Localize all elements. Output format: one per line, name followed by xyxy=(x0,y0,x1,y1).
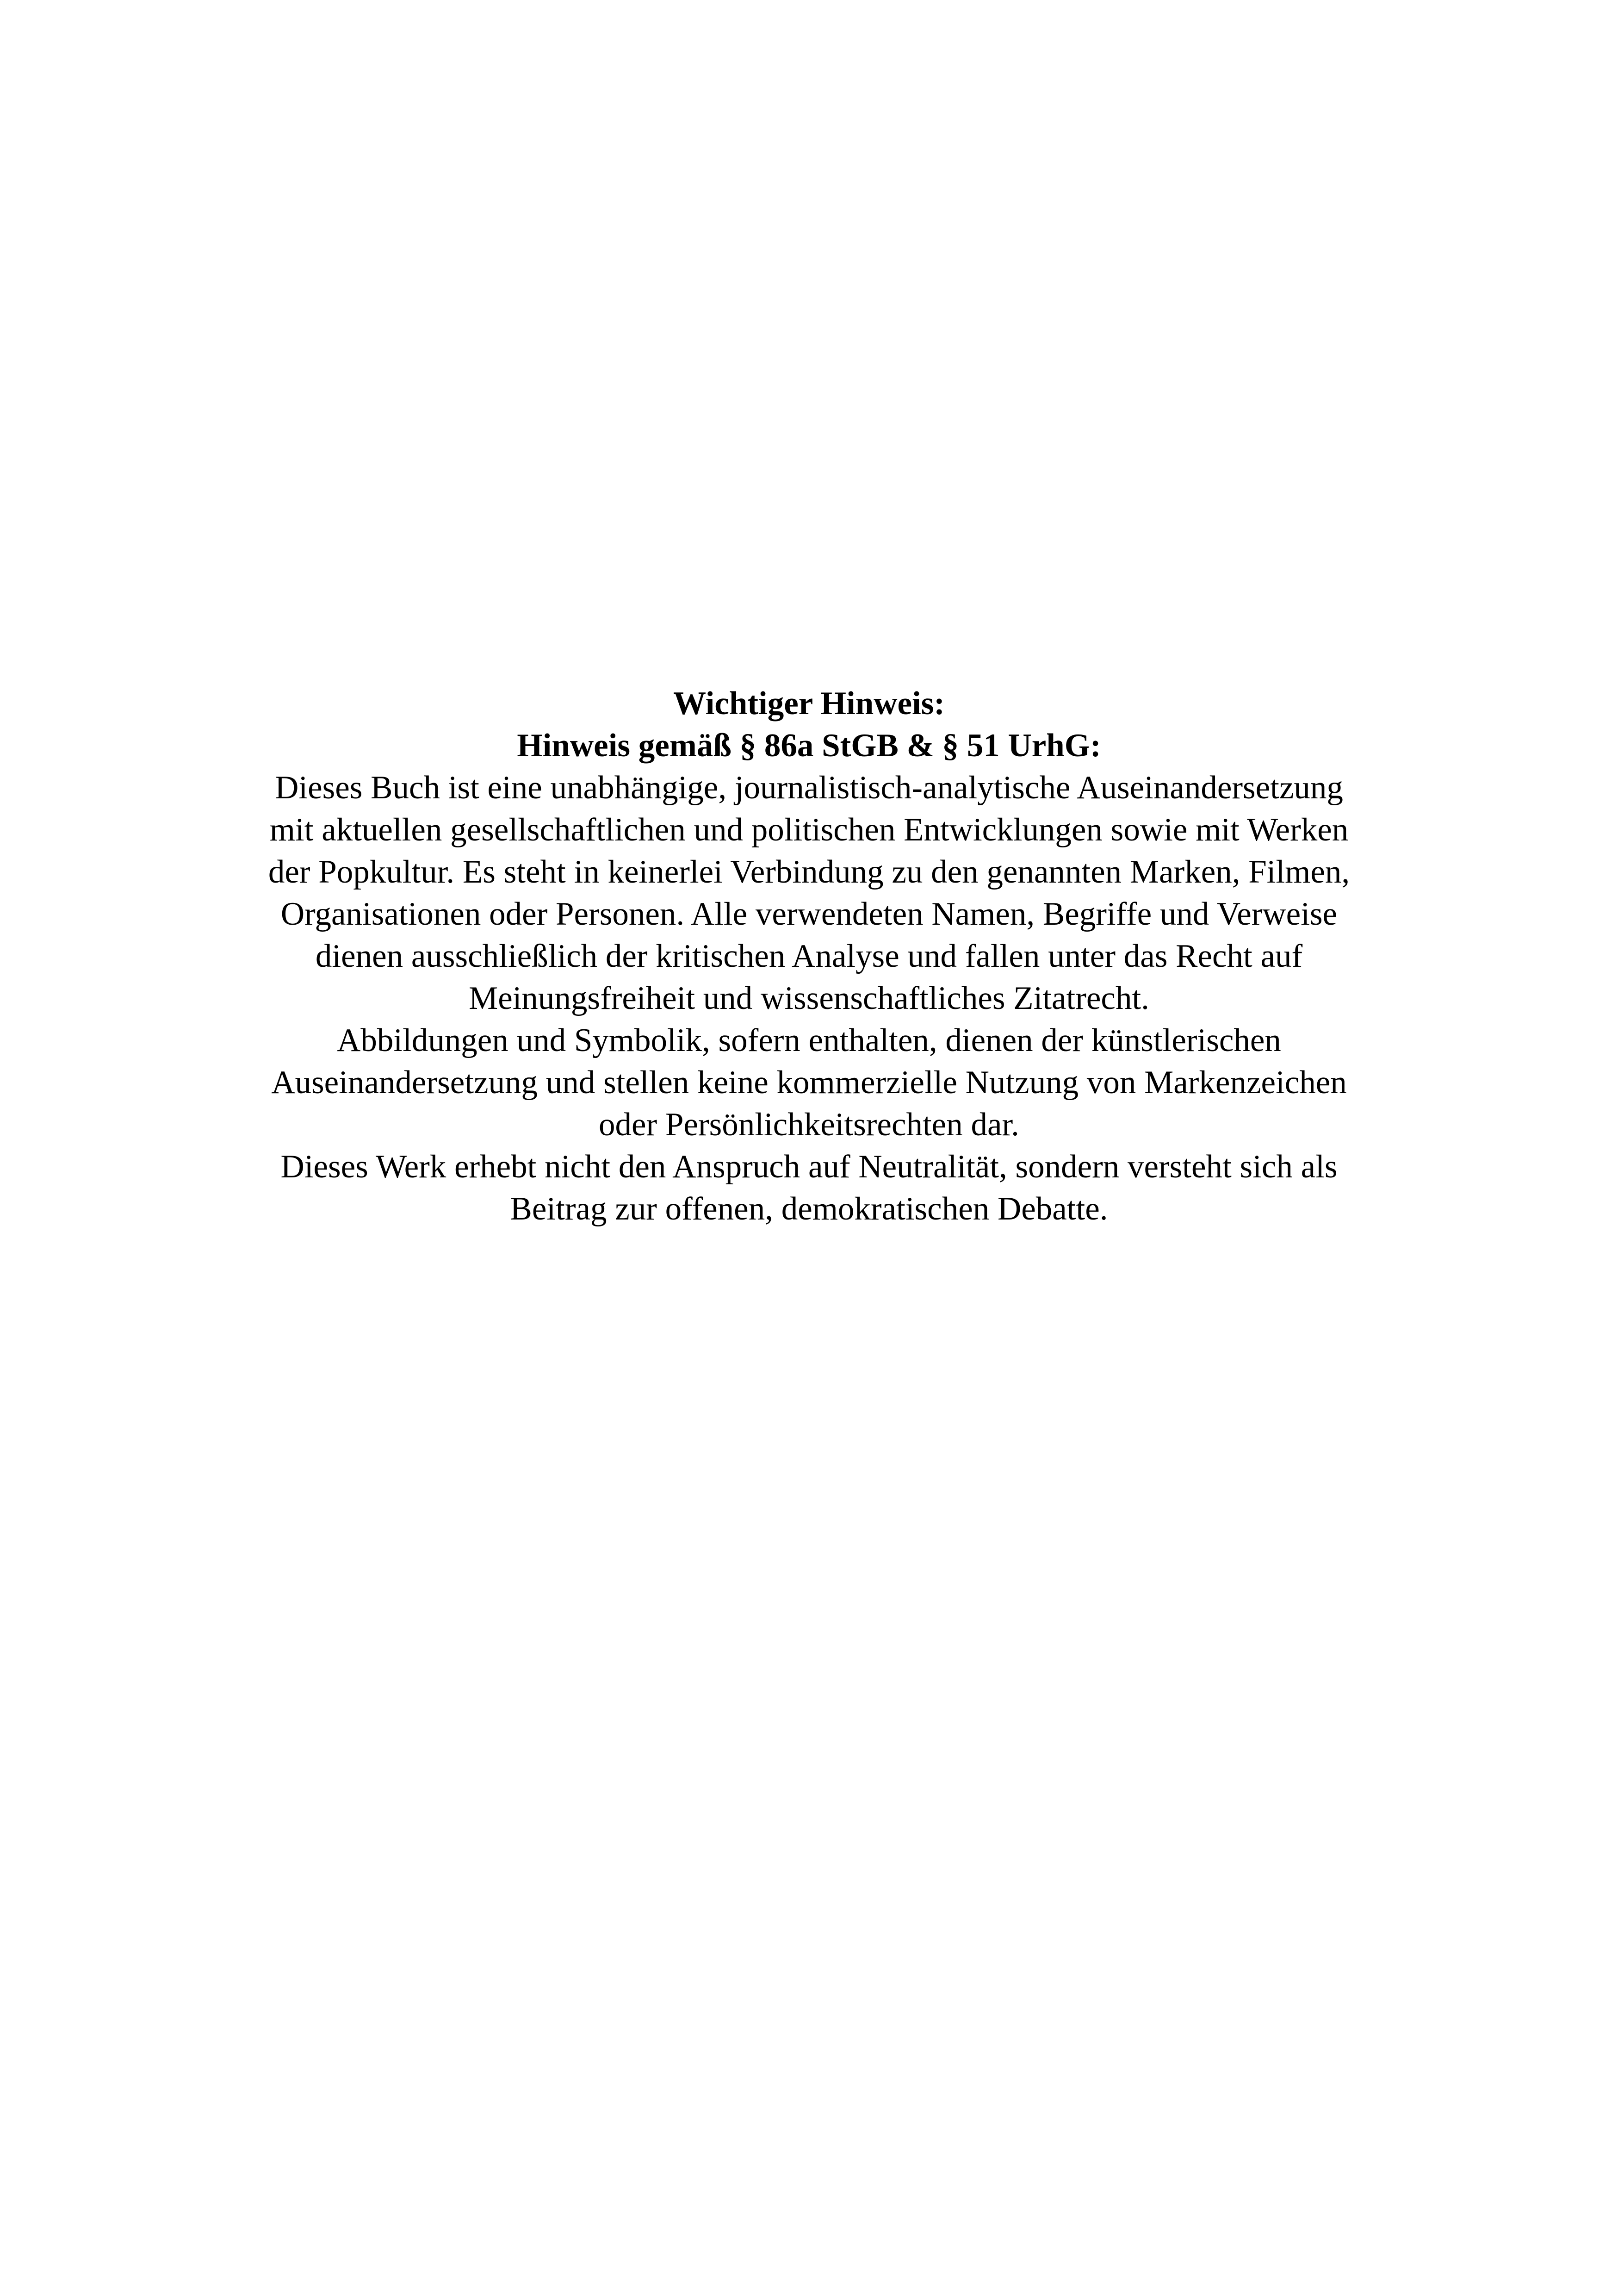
text-line: dienen ausschließlich der kritischen Analyse und fallen unter das Recht auf xyxy=(315,938,1303,974)
text-line: Dieses Werk erhebt nicht den Anspruch auf Neutralität, sondern versteht sich als xyxy=(280,1149,1338,1185)
notice-subheading: Hinweis gemäß § 86a StGB & § 51 UrhG: xyxy=(517,728,1101,764)
paragraph-images xyxy=(176,1020,1442,1146)
paragraph-disclaimer xyxy=(176,767,1442,1020)
text-line: Organisationen oder Personen. Alle verwendeten Namen, Begriffe und Verweise xyxy=(280,896,1338,932)
text-line: Auseinandersetzung und stellen keine kommerzielle Nutzung von Markenzeichen xyxy=(271,1064,1347,1101)
text-line: mit aktuellen gesellschaftlichen und politischen Entwicklungen sowie mit Werken xyxy=(269,812,1349,848)
text-line: der Popkultur. Es steht in keinerlei Verbindung zu den genannten Marken, Filmen, xyxy=(268,854,1350,890)
text-line: oder Persönlichkeitsrechten dar. xyxy=(599,1107,1019,1143)
text-line: Meinungsfreiheit und wissenschaftliches Zitatrecht. xyxy=(469,980,1149,1016)
text-line: Beitrag zur offenen, demokratischen Debatte. xyxy=(510,1191,1108,1227)
notice-heading: Wichtiger Hinweis: xyxy=(673,685,945,722)
text-line: Dieses Buch ist eine unabhängige, journalistisch-analytische Auseinandersetzung xyxy=(275,770,1343,806)
text-line: Abbildungen und Symbolik, sofern enthalten, dienen der künstlerischen xyxy=(337,1022,1281,1058)
legal-notice xyxy=(176,683,1442,1230)
paragraph-neutrality xyxy=(176,1146,1442,1230)
